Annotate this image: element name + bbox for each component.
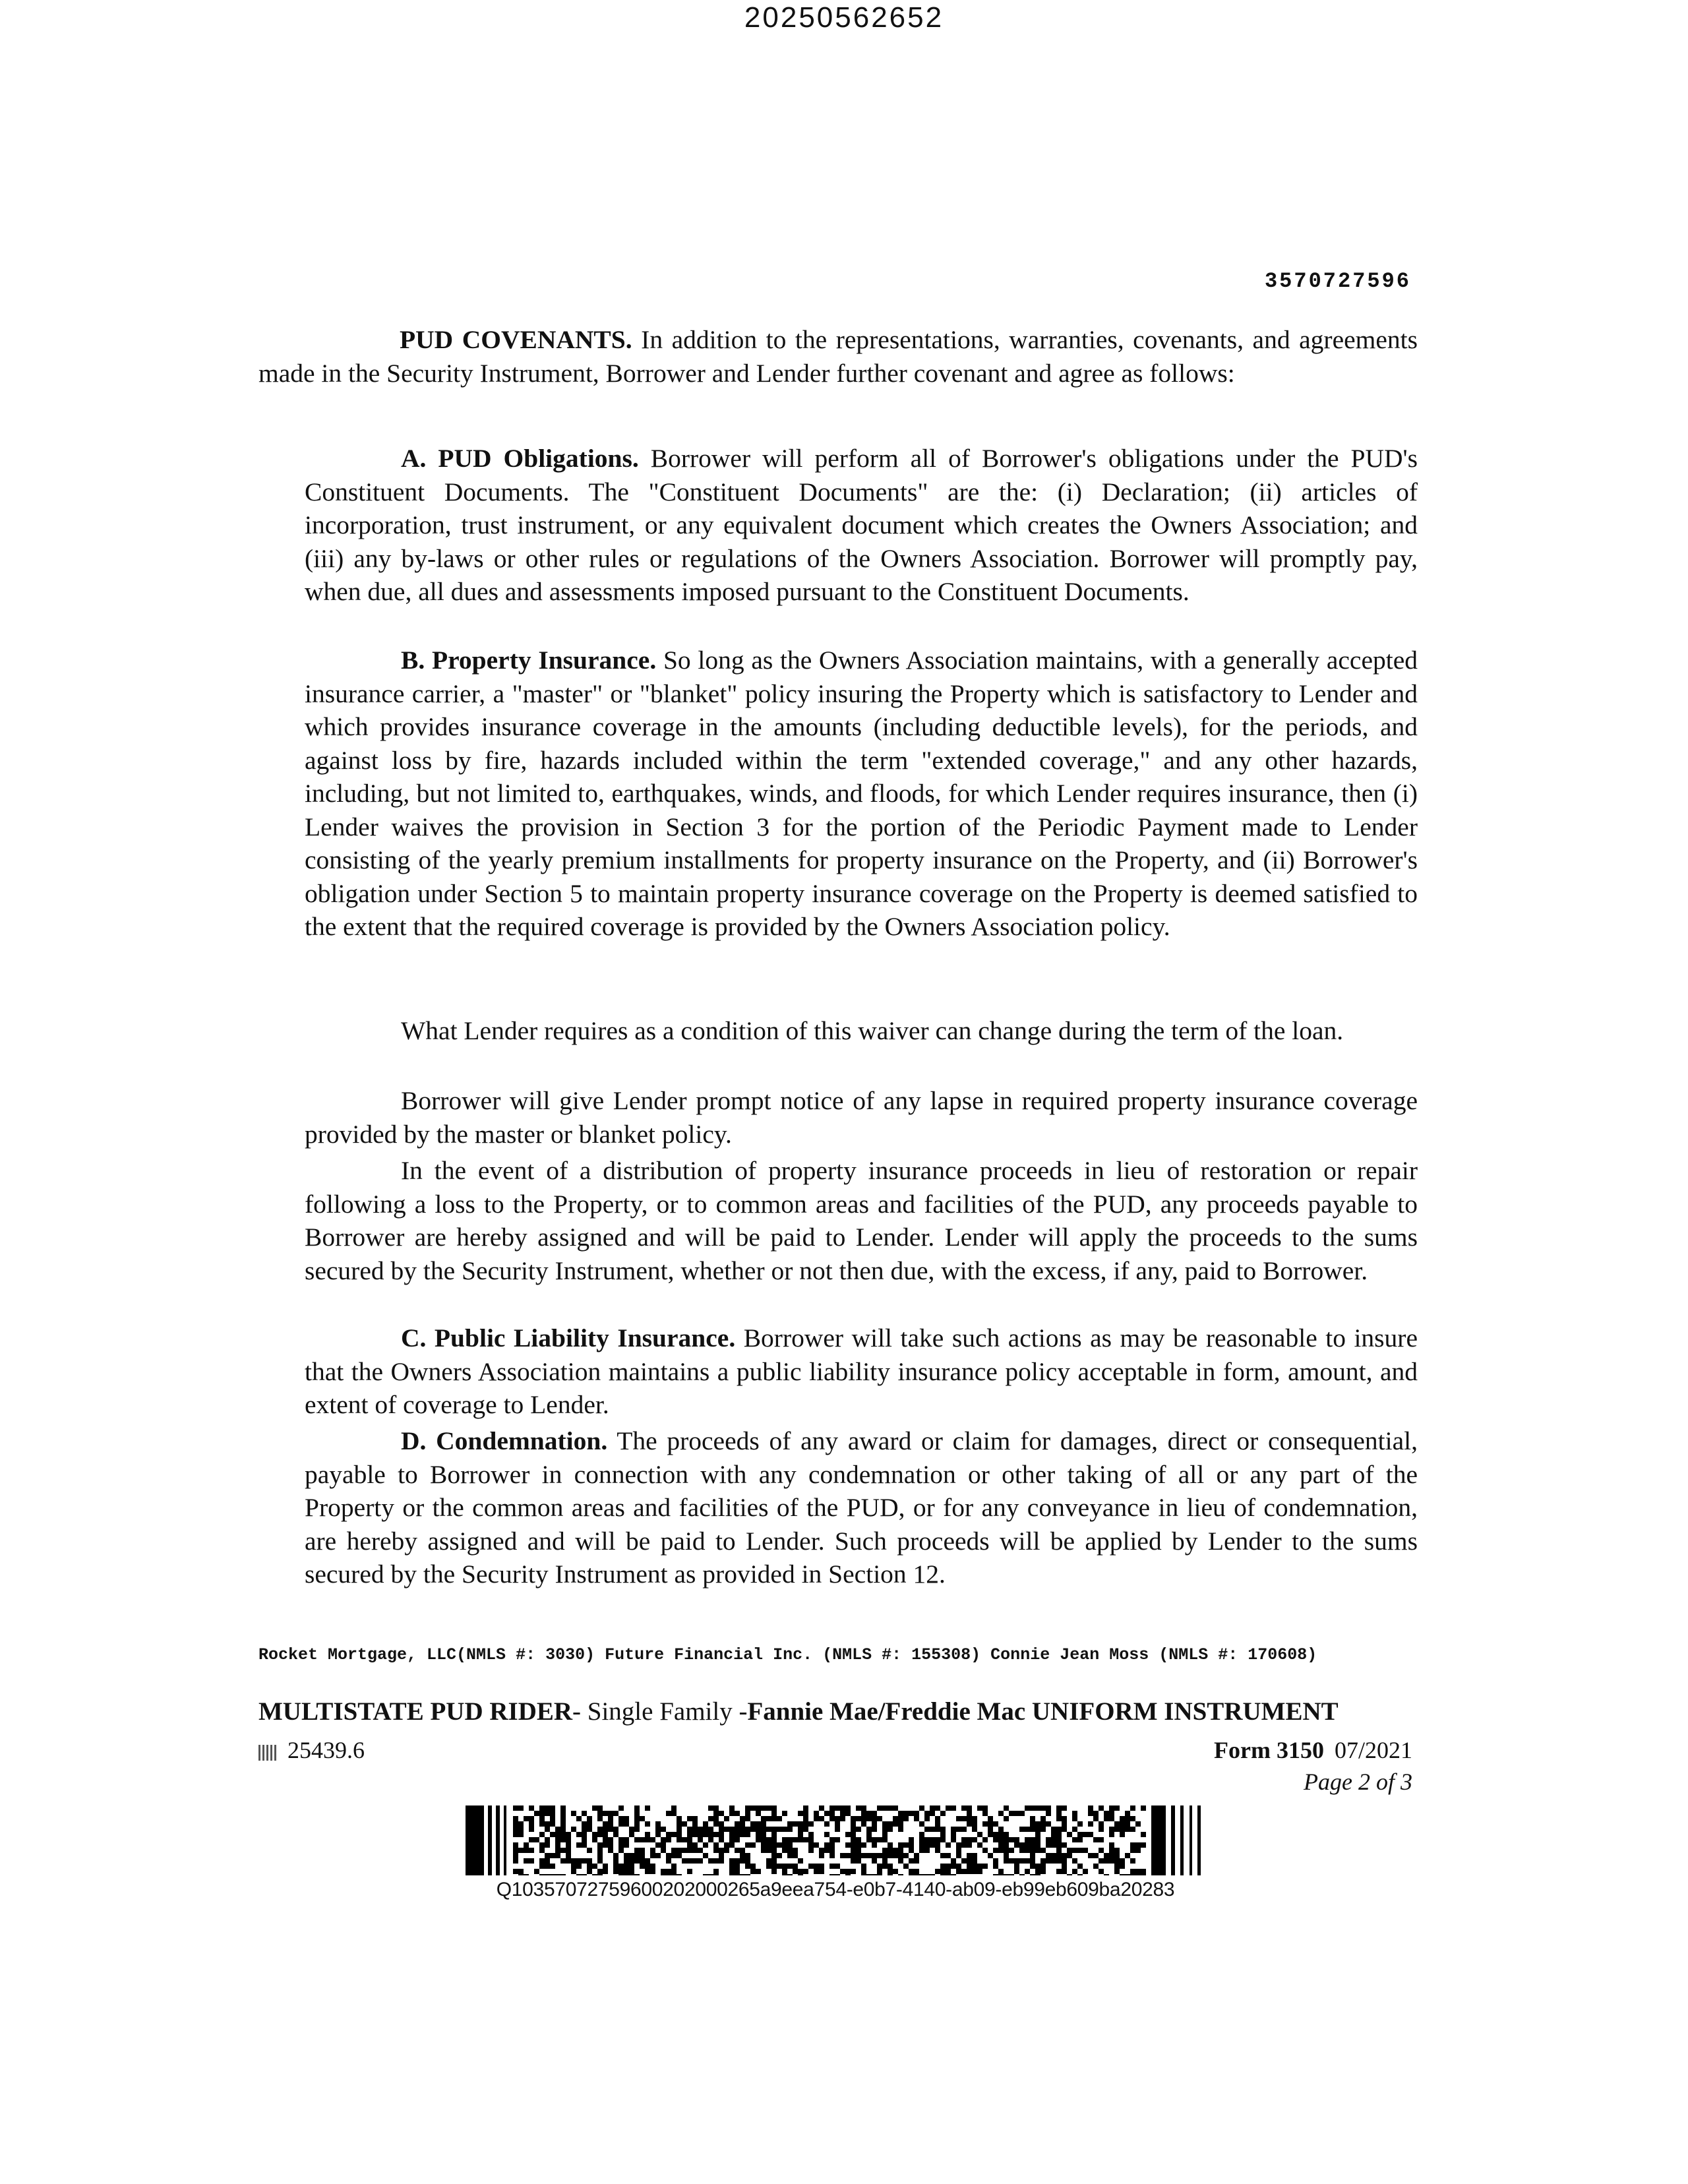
loan-number: 3570727596	[1264, 269, 1411, 293]
section-d-text: The proceeds of any award or claim for damages, direct or consequential, payable to Borrower in connection with any condemnation or other taking of all or any part of the Property or the common areas and facilities of the PUD, or for any conveyance in lieu of condemnation, are hereby assigned and will be paid to Lender. Such proceeds will be applied by Lender to the sums secured by the Security Instrument as provided in Section 12.	[305, 1426, 1418, 1589]
form-code-mark-icon	[258, 1745, 278, 1761]
section-c-text: Borrower will take such actions as may be reasonable to insure that the Owners Association maintains a public liability insurance policy acceptable in form, amount, and extent of coverage to Lender.	[305, 1323, 1418, 1419]
form-code	[258, 1736, 365, 1765]
section-b-paragraph-4: In the event of a distribution of property insurance proceeds in lieu of restoration or repair following a loss to the Property, or to common areas and facilities of the PUD, any proceeds payable to Borrower are hereby assigned and will be paid to Lender. Lender will apply the proceeds to the sums secured by the Security Instrument, whether or not then due, with the excess, if any, paid to Borrower.	[305, 1156, 1418, 1285]
section-d-heading: D. Condemnation.	[401, 1426, 608, 1455]
form-title	[258, 1697, 1432, 1726]
form-title-rider: MULTISTATE PUD RIDER	[258, 1697, 573, 1726]
form-number	[1214, 1736, 1412, 1765]
barcode-text: Q10357072759600202000265a9eea754-e0b7-4140-ab09-eb99eb609ba20283	[496, 1879, 1175, 1900]
section-b-heading: B. Property Insurance.	[401, 646, 657, 675]
form-date: 07/2021	[1334, 1737, 1412, 1763]
section-d-paragraph	[305, 1424, 1418, 1591]
section-c-paragraph	[305, 1321, 1418, 1422]
intro-text: In addition to the representations, warranties, covenants, and agreements made in the Security Instrument, Borrower and Lender further covenant and agree as follows:	[258, 325, 1418, 388]
lender-parties-line: Rocket Mortgage, LLC(NMLS #: 3030) Future Financial Inc. (NMLS #: 155308) Connie Jean Moss (NMLS #: 170608)	[258, 1645, 1317, 1664]
intro-paragraph	[258, 323, 1418, 390]
section-c-heading: C. Public Liability Insurance.	[401, 1323, 736, 1352]
section-a-text: Borrower will perform all of Borrower's obligations under the PUD's Constituent Documents. The "Constituent Documents" are the: (i) Declaration; (ii) articles of incorporation, trust instrument, or any equivalent document which creates the Owners Association; and (iii) any by-laws or other rules or regulations of the Owners Association. Borrower will promptly pay, when due, all dues and assessments imposed pursuant to the Constituent Documents.	[305, 444, 1418, 606]
barcode-icon	[466, 1805, 1205, 1875]
form-number-label: Form 3150	[1214, 1737, 1324, 1763]
page-number: Page 2 of 3	[1304, 1769, 1412, 1795]
form-title-instrument: Fannie Mae/Freddie Mac UNIFORM INSTRUMENT	[747, 1697, 1339, 1726]
section-b-text: So long as the Owners Association maintains, with a generally accepted insurance carrier, a "master" or "blanket" policy insuring the Property which is satisfactory to Lender and which provides insurance coverage in the amounts (including deductible levels), for the periods, and against loss by fire, hazards included within the term "extended coverage," and any other hazards, including, but not limited to, earthquakes, winds, and floods, for which Lender requires insurance, then (i) Lender waives the provision in Section 3 for the portion of the Periodic Payment made to Lender consisting of the yearly premium installments for property insurance on the Property, and (ii) Borrower's obligation under Section 5 to maintain property insurance coverage on the Property is deemed satisfied to the extent that the required coverage is provided by the Owners Association policy.	[305, 646, 1418, 941]
recording-number: 20250562652	[744, 1, 944, 34]
section-b-paragraph	[305, 644, 1418, 944]
form-title-family: - Single Family -	[572, 1697, 748, 1726]
form-code-value: 25439.6	[287, 1737, 365, 1763]
intro-heading: PUD COVENANTS.	[400, 325, 632, 354]
section-a-paragraph	[305, 442, 1418, 609]
section-a-heading: A. PUD Obligations.	[401, 444, 639, 473]
section-b-paragraph-2: What Lender requires as a condition of this waiver can change during the term of the loan.	[401, 1016, 1344, 1045]
section-b-paragraph-3: Borrower will give Lender prompt notice of any lapse in required property insurance coverage provided by the master or blanket policy.	[305, 1086, 1418, 1149]
